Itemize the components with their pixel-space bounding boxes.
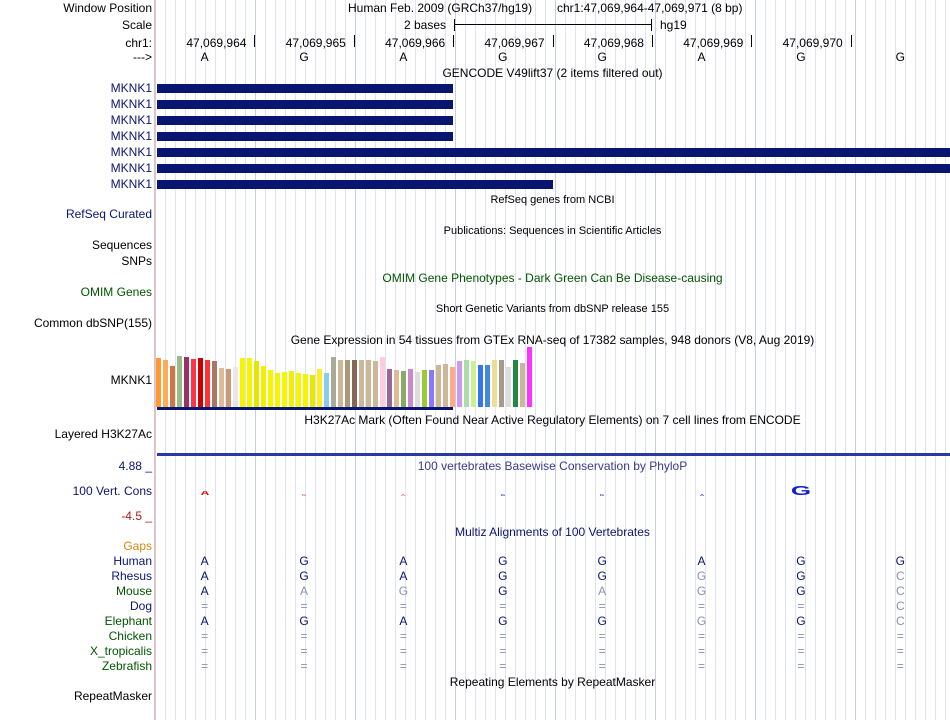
grid-line [885, 0, 886, 720]
phylop-glyph: G [790, 484, 812, 497]
gencode-transcript-bar[interactable] [157, 180, 553, 189]
window-position-label: Window Position [63, 1, 152, 15]
grid-line [685, 0, 686, 720]
grid-line [475, 0, 476, 720]
gtex-tissue-bar[interactable] [366, 360, 371, 407]
gtex-tissue-bar[interactable] [163, 360, 168, 407]
gtex-tissue-bar[interactable] [226, 369, 231, 407]
ruler-position: 47,069,969 [683, 36, 744, 50]
multiz-base: = [797, 629, 805, 643]
multiz-base: = [598, 644, 606, 658]
gtex-tissue-bar[interactable] [471, 361, 476, 407]
ruler-tick [851, 35, 852, 47]
multiz-base: A [697, 554, 706, 568]
gencode-transcript-bar[interactable] [157, 84, 453, 93]
ruler-base: G [895, 50, 905, 64]
multiz-base: = [399, 659, 407, 673]
gtex-tissue-bar[interactable] [478, 365, 483, 407]
scale-text: 2 bases [404, 18, 447, 32]
multiz-base: G [498, 554, 508, 568]
multiz-base: A [399, 554, 408, 568]
grid-line [615, 0, 616, 720]
gtex-tissue-bar[interactable] [345, 360, 350, 407]
multiz-species-label[interactable]: Dog [129, 599, 152, 613]
strand-label: ---> [133, 50, 152, 64]
ruler-base: G [498, 50, 508, 64]
gtex-tissue-bar[interactable] [205, 360, 210, 407]
multiz-base: = [201, 659, 209, 673]
multiz-base: A [200, 554, 209, 568]
gtex-tissue-bar[interactable] [331, 357, 336, 407]
gtex-tissue-bar[interactable] [254, 361, 259, 407]
grid-line [635, 0, 636, 720]
grid-line [725, 0, 726, 720]
multiz-base: G [696, 614, 707, 628]
scale-label: Scale [121, 18, 152, 32]
multiz-base: = [598, 629, 606, 643]
multiz-species-label[interactable]: Elephant [104, 614, 152, 628]
omim-label[interactable]: OMIM Genes [80, 285, 152, 299]
multiz-base: G [796, 584, 806, 598]
gtex-tissue-bar[interactable] [380, 357, 385, 407]
multiz-base: = [896, 629, 904, 643]
multiz-base: = [201, 599, 209, 613]
grid-line [715, 0, 716, 720]
gtex-tissue-bar[interactable] [527, 347, 532, 407]
multiz-base: G [299, 554, 309, 568]
phylop-glyph: G [500, 494, 506, 497]
window-position-value[interactable]: chr1:47,069,964-47,069,971 (8 bp) [557, 1, 743, 15]
multiz-base: = [499, 629, 507, 643]
gencode-title[interactable]: GENCODE V49lift37 (2 items filtered out) [442, 66, 663, 80]
multiz-base: A [598, 584, 607, 598]
ruler-tick [453, 35, 454, 47]
multiz-species-label[interactable]: Chicken [108, 629, 152, 643]
multiz-species-label[interactable]: Mouse [115, 584, 152, 598]
multiz-base: = [598, 599, 606, 613]
ruler-tick [553, 35, 554, 47]
grid-line [575, 0, 576, 720]
grid-line [945, 0, 946, 720]
gtex-tissue-bar[interactable] [184, 357, 189, 407]
multiz-base: G [796, 554, 806, 568]
gtex-tissue-bar[interactable] [429, 370, 434, 407]
h3k27ac-label[interactable]: Layered H3K27Ac [54, 427, 152, 441]
multiz-species-label[interactable]: Zebrafish [101, 659, 152, 673]
multiz-base: G [696, 584, 707, 598]
gtex-tissue-bar[interactable] [359, 360, 364, 407]
ruler-position: 47,069,966 [385, 36, 446, 50]
multiz-base: G [597, 614, 607, 628]
gtex-tissue-bar[interactable] [219, 368, 224, 407]
cons-max-label: 4.88 _ [118, 459, 152, 473]
multiz-base: = [201, 644, 209, 658]
multiz-base: = [499, 659, 507, 673]
ruler-base: G [796, 50, 806, 64]
gtex-tissue-bar[interactable] [520, 363, 525, 407]
multiz-species-label[interactable]: Rhesus [111, 569, 152, 583]
gencode-transcript-bar[interactable] [157, 148, 950, 157]
phylop-title: 100 vertebrates Basewise Conservation by PhyloP [417, 459, 688, 473]
grid-line [555, 0, 556, 720]
ruler-tick [354, 35, 355, 47]
grid-line [825, 0, 826, 720]
gtex-tissue-bar[interactable] [212, 361, 217, 407]
gtex-tissue-bar[interactable] [247, 358, 252, 407]
gencode-transcript-bar[interactable] [157, 164, 950, 173]
multiz-base: = [797, 659, 805, 673]
ruler-base: G [597, 50, 607, 64]
gtex-tissue-bar[interactable] [492, 360, 497, 407]
sequences-label[interactable]: Sequences [91, 238, 152, 252]
repeatmasker-title: Repeating Elements by RepeatMasker [449, 675, 656, 689]
gtex-tissue-bar[interactable] [275, 373, 280, 407]
assembly-title: Human Feb. 2009 (GRCh37/hg19) [348, 1, 533, 15]
gtex-tissue-bar[interactable] [191, 359, 196, 407]
gtex-tissue-bar[interactable] [436, 365, 441, 407]
gtex-tissue-bar[interactable] [198, 358, 203, 407]
multiz-base: C [895, 584, 905, 598]
grid-line [925, 0, 926, 720]
phylop-glyph: A [200, 491, 210, 497]
multiz-base: = [399, 599, 407, 613]
dbsnp-label[interactable]: Common dbSNP(155) [33, 316, 152, 330]
gtex-tissue-bar[interactable] [289, 371, 294, 407]
gencode-item-label[interactable]: MKNK1 [110, 129, 152, 143]
multiz-base: A [300, 584, 309, 598]
ruler-tick [751, 35, 752, 47]
gtex-tissue-bar[interactable] [394, 370, 399, 407]
multiz-base: = [797, 644, 805, 658]
phylop-glyph: G [599, 494, 605, 497]
gtex-tissue-bar[interactable] [268, 370, 273, 407]
grid-line [565, 0, 566, 720]
ruler-base: A [399, 50, 408, 64]
gtex-tissue-bar[interactable] [485, 365, 490, 407]
gtex-tissue-bar[interactable] [422, 370, 427, 407]
gtex-gene-label[interactable]: MKNK1 [110, 373, 152, 387]
multiz-base: G [498, 614, 508, 628]
multiz-base: C [895, 614, 905, 628]
grid-line [655, 0, 656, 720]
gtex-tissue-bar[interactable] [373, 361, 378, 407]
multiz-base: A [200, 584, 209, 598]
grid-line [845, 0, 846, 720]
dbsnp-title: Short Genetic Variants from dbSNP release 155 [435, 303, 670, 315]
grid-line [585, 0, 586, 720]
gtex-tissue-bar[interactable] [240, 358, 245, 407]
ruler-base: G [299, 50, 309, 64]
gtex-tissue-bar[interactable] [464, 360, 469, 407]
multiz-base: = [300, 629, 308, 643]
repeatmasker-label[interactable]: RepeatMasker [73, 689, 152, 703]
gencode-item-label[interactable]: MKNK1 [110, 97, 152, 111]
grid-line [855, 0, 856, 720]
gtex-tissue-bar[interactable] [457, 361, 462, 407]
multiz-base: = [896, 644, 904, 658]
multiz-base: G [498, 569, 508, 583]
gtex-tissue-bar[interactable] [177, 356, 182, 407]
scale-bar [454, 19, 652, 31]
ruler-base: A [200, 50, 209, 64]
multiz-base: = [698, 644, 706, 658]
multiz-base: G [498, 584, 508, 598]
multiz-base: G [895, 554, 905, 568]
gtex-tissue-bar[interactable] [506, 367, 511, 407]
multiz-base: = [698, 599, 706, 613]
gencode-item-label[interactable]: MKNK1 [110, 177, 152, 191]
gtex-gene-extent [157, 407, 453, 410]
gtex-tissue-bar[interactable] [156, 358, 161, 407]
gtex-tissue-bar[interactable] [352, 360, 357, 407]
gtex-tissue-bar[interactable] [499, 360, 504, 407]
grid-line [755, 0, 756, 720]
multiz-base: = [797, 599, 805, 613]
grid-line [775, 0, 776, 720]
grid-line [545, 0, 546, 720]
multiz-base: = [499, 599, 507, 613]
multiz-base: G [796, 569, 806, 583]
h3k27ac-title: H3K27Ac Mark (Often Found Near Active Regulatory Elements) on 7 cell lines from ENCODE [304, 413, 801, 427]
refseq-title: RefSeq genes from NCBI [490, 194, 615, 206]
grid-line [675, 0, 676, 720]
refseq-label[interactable]: RefSeq Curated [65, 207, 152, 221]
gencode-item-label[interactable]: MKNK1 [110, 161, 152, 175]
grid-line [625, 0, 626, 720]
publications-title: Publications: Sequences in Scientific Articles [443, 225, 662, 237]
grid-line [835, 0, 836, 720]
track-divider [154, 0, 155, 720]
grid-line [455, 0, 456, 720]
grid-line [535, 0, 536, 720]
multiz-base: = [896, 659, 904, 673]
snps-label[interactable]: SNPs [121, 254, 152, 268]
gtex-tissue-bar[interactable] [415, 372, 420, 407]
grid-line [875, 0, 876, 720]
gtex-tissue-bar[interactable] [338, 360, 343, 407]
grid-line [785, 0, 786, 720]
gtex-tissue-bar[interactable] [401, 371, 406, 407]
gtex-tissue-bar[interactable] [233, 367, 238, 407]
ruler-position: 47,069,968 [583, 36, 644, 50]
multiz-base: C [895, 599, 905, 613]
multiz-base: G [696, 569, 707, 583]
multiz-base: = [698, 629, 706, 643]
ruler-position: 47,069,965 [285, 36, 346, 50]
gtex-tissue-bar[interactable] [317, 369, 322, 407]
multiz-title: Multiz Alignments of 100 Vertebrates [455, 525, 650, 539]
multiz-base: = [698, 659, 706, 673]
gencode-transcript-bar[interactable] [157, 116, 453, 125]
grid-line [745, 0, 746, 720]
gtex-tissue-bar[interactable] [170, 366, 175, 407]
gtex-tissue-bar[interactable] [282, 372, 287, 407]
grid-line [735, 0, 736, 720]
grid-line [765, 0, 766, 720]
multiz-base: G [299, 569, 309, 583]
grid-line [485, 0, 486, 720]
multiz-base: = [499, 644, 507, 658]
ruler-tick [254, 35, 255, 47]
multiz-base: A [399, 569, 408, 583]
ruler-position: 47,069,964 [186, 36, 247, 50]
cons-label[interactable]: 100 Vert. Cons [72, 484, 152, 498]
chrom-label: chr1: [125, 36, 152, 50]
grid-line [665, 0, 666, 720]
ruler-tick [652, 35, 653, 47]
ruler-position: 47,069,967 [484, 36, 545, 50]
ruler-base: A [697, 50, 706, 64]
gencode-item-label[interactable]: MKNK1 [110, 145, 152, 159]
multiz-base: A [399, 614, 408, 628]
grid-line [525, 0, 526, 720]
multiz-base: G [796, 614, 806, 628]
grid-line [865, 0, 866, 720]
ruler-position: 47,069,970 [782, 36, 843, 50]
multiz-base: = [399, 629, 407, 643]
gtex-tissue-bar[interactable] [450, 367, 455, 407]
multiz-species-label[interactable]: Human [113, 554, 152, 568]
phylop-glyph: A [401, 494, 406, 497]
multiz-base: A [200, 569, 209, 583]
gtex-tissue-bar[interactable] [296, 373, 301, 407]
cons-min-label: -4.5 _ [121, 509, 152, 523]
multiz-base: G [597, 554, 607, 568]
grid-line [935, 0, 936, 720]
multiz-base: = [300, 659, 308, 673]
multiz-base: = [300, 599, 308, 613]
gtex-tissue-bar[interactable] [443, 364, 448, 407]
h3k27ac-signal [157, 453, 950, 456]
gencode-item-label[interactable]: MKNK1 [110, 81, 152, 95]
gtex-title: Gene Expression in 54 tissues from GTEx RNA-seq of 17382 samples, 948 donors (V8, Aug 2019) [290, 333, 815, 347]
phylop-glyph: A [699, 494, 704, 497]
gtex-tissue-bar[interactable] [261, 366, 266, 407]
multiz-base: G [398, 584, 409, 598]
multiz-base: C [895, 569, 905, 583]
gtex-tissue-bar[interactable] [513, 360, 518, 407]
grid-line [915, 0, 916, 720]
phylop-glyph: G [301, 494, 307, 497]
multiz-base: = [399, 644, 407, 658]
multiz-base: G [597, 569, 607, 583]
multiz-base: A [200, 614, 209, 628]
multiz-base: G [299, 614, 309, 628]
gaps-label: Gaps [123, 539, 152, 553]
multiz-base: = [598, 659, 606, 673]
grid-line [815, 0, 816, 720]
gtex-tissue-bar[interactable] [310, 375, 315, 407]
gencode-transcript-bar[interactable] [157, 100, 453, 109]
grid-line [645, 0, 646, 720]
multiz-base: = [300, 644, 308, 658]
gencode-item-label[interactable]: MKNK1 [110, 113, 152, 127]
gtex-tissue-bar[interactable] [324, 373, 329, 407]
gtex-tissue-bar[interactable] [303, 374, 308, 407]
multiz-species-label[interactable]: X_tropicalis [89, 644, 152, 658]
multiz-base: = [201, 629, 209, 643]
gtex-tissue-bar[interactable] [408, 369, 413, 407]
scale-db: hg19 [660, 18, 687, 32]
gencode-transcript-bar[interactable] [157, 132, 453, 141]
gtex-tissue-bar[interactable] [387, 369, 392, 407]
omim-title: OMIM Gene Phenotypes - Dark Green Can Be Disease-causing [382, 271, 723, 285]
